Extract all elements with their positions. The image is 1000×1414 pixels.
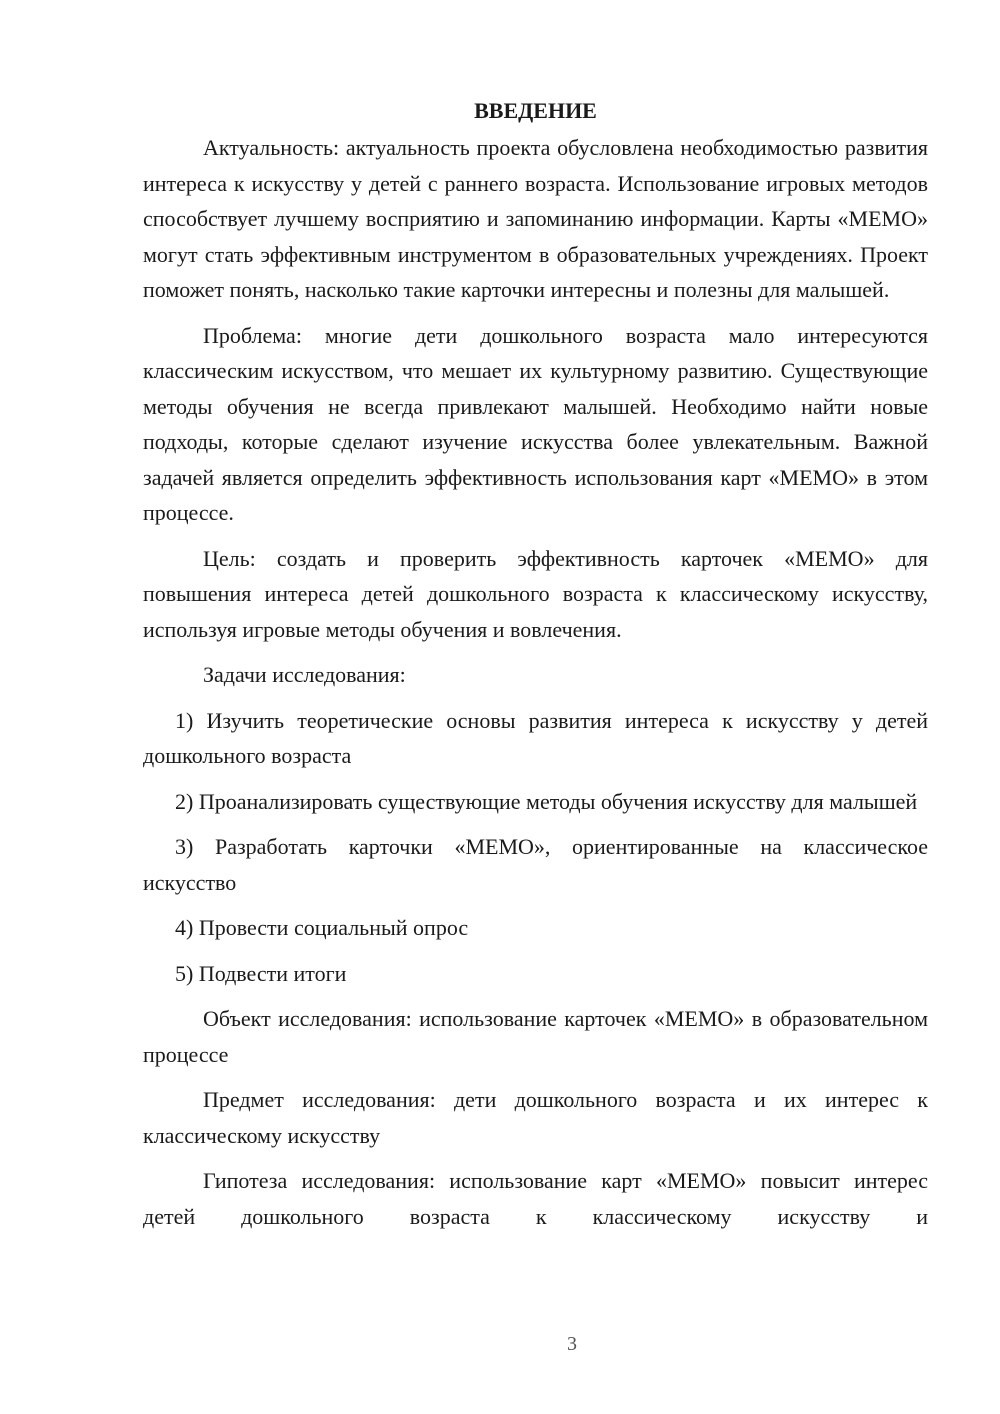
page-number: 3: [567, 1333, 577, 1355]
tasks-heading: Задачи исследования:: [203, 662, 406, 687]
paragraph-goal: Цель: создать и проверить эффективность карточек «МЕМО» для повышения интереса детей дошкольного возраста к классическому искусству, используя игровые методы обучения и вовлечения.: [143, 545, 928, 642]
paragraph-object: Объект исследования: использование карточек «МЕМО» в образовательном процессе: [143, 1006, 928, 1067]
task-item-3: 3) Разработать карточки «МЕМО», ориентированные на классическое искусство: [143, 834, 928, 895]
task-item-5: 5) Подвести итоги: [175, 960, 347, 986]
task-item-1: 1) Изучить теоретические основы развития интереса к искусству у детей дошкольного возраста: [143, 707, 928, 768]
paragraph-problem: Проблема: многие дети дошкольного возраста мало интересуются классическим искусством, что мешает их культурному развитию. Существующие методы обучения не всегда привлекают малышей. Необходимо найти новые подходы, которые сделают изучение искусства более увлекательным. Важной задачей является определить эффективность использования карт «МЕМО» в этом процессе.: [143, 322, 928, 525]
paragraph-hypothesis: Гипотеза исследования: использование карт «МЕМО» повысит интерес детей дошкольного возраста к классическому искусству и: [143, 1168, 928, 1229]
paragraph-relevance: Актуальность: актуальность проекта обусловлена необходимостью развития интереса к искусству у детей с раннего возраста. Использование игровых методов способствует лучшему восприятию и запоминанию информации. Карты «МЕМО» могут стать эффективным инструментом в образовательных учреждениях. Проект поможет понять, насколько такие карточки интересны и полезны для малышей.: [143, 135, 928, 302]
task-item-2: 2) Проанализировать существующие методы обучения искусству для малышей: [175, 788, 918, 814]
paragraph-subject: Предмет исследования: дети дошкольного возраста и их интерес к классическому искусству: [143, 1087, 928, 1148]
section-title: ВВЕДЕНИЕ: [474, 98, 597, 123]
page-content: [143, 92, 928, 1244]
task-item-4: 4) Провести социальный опрос: [175, 915, 469, 940]
